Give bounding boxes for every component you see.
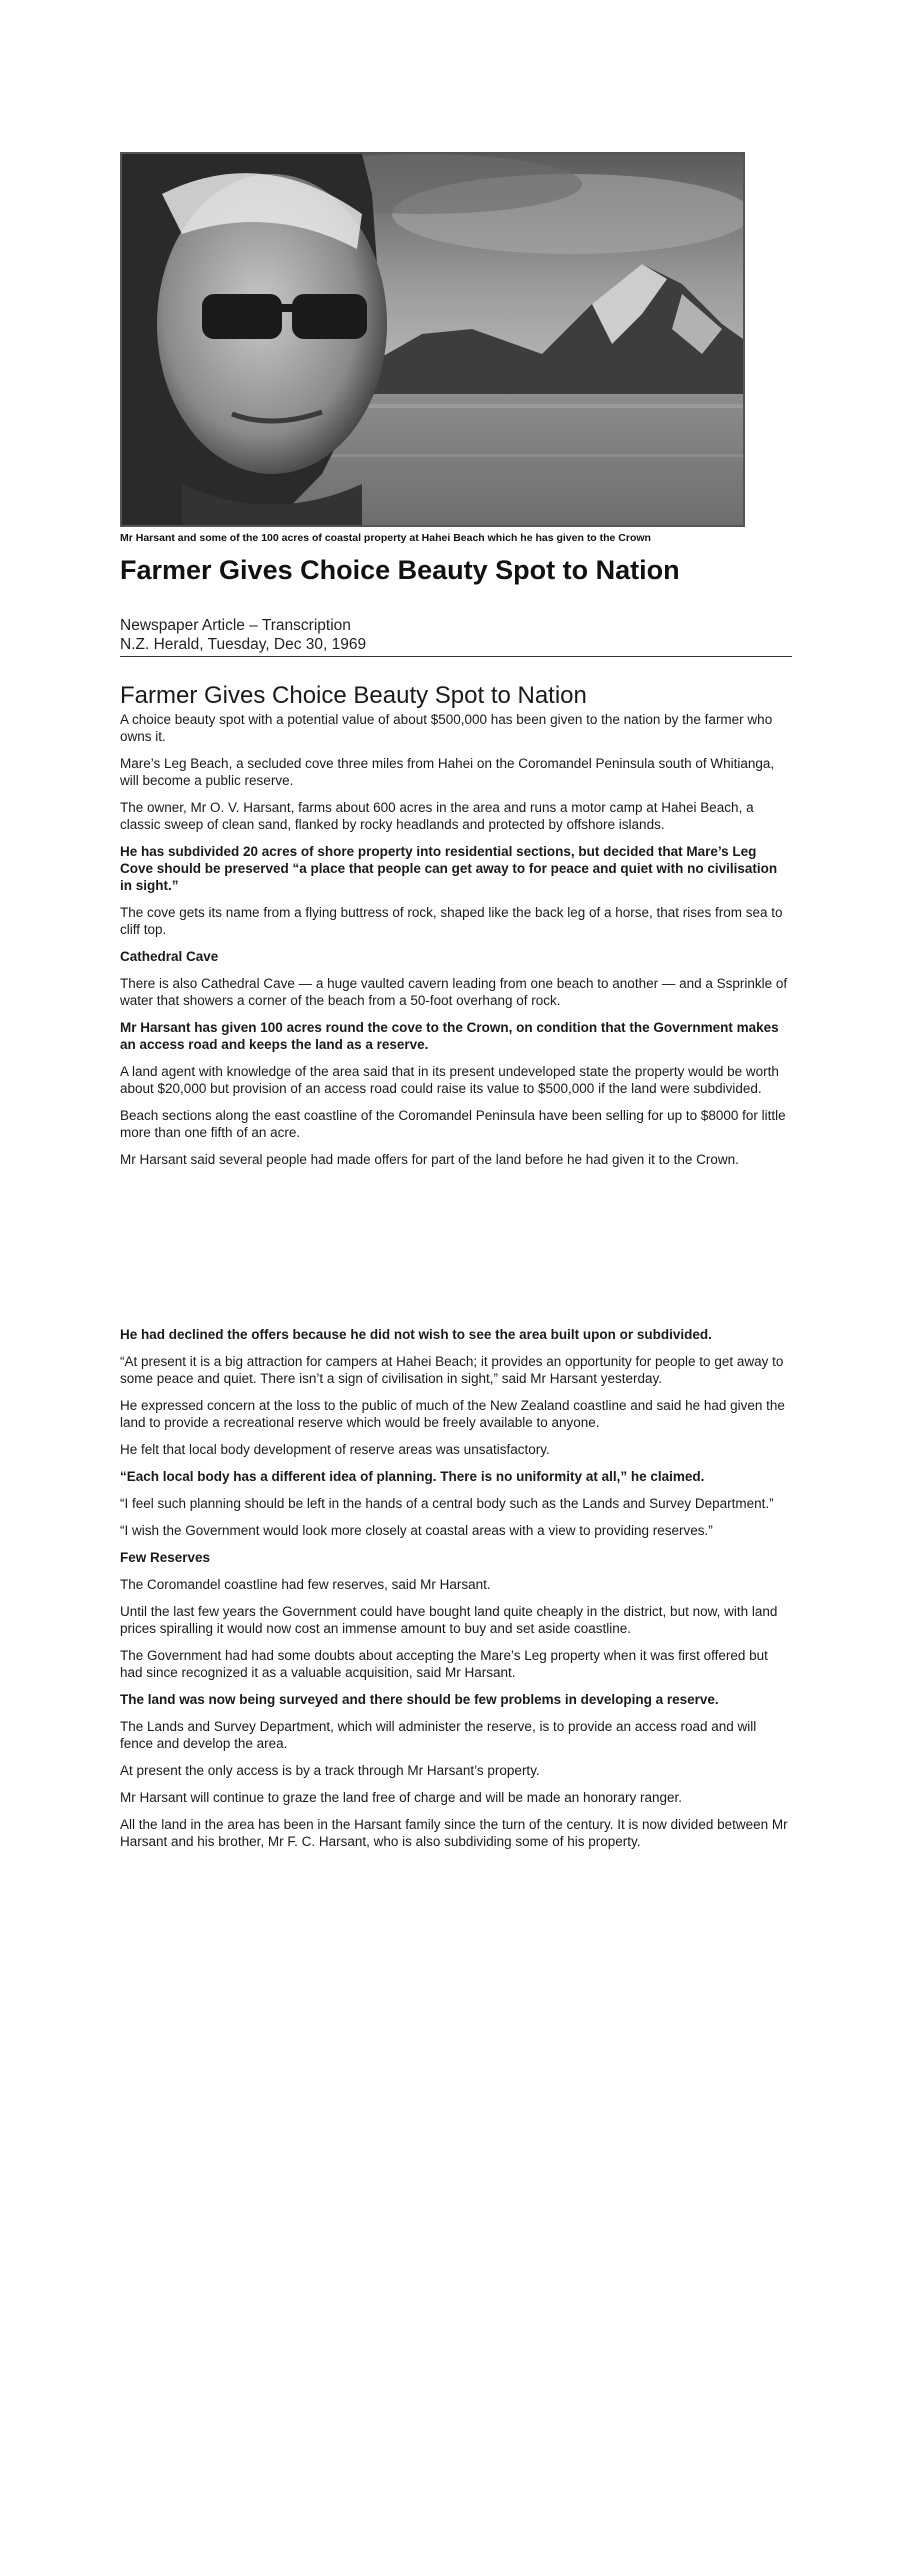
paragraph: Until the last few years the Government could have bought land quite cheaply in the district, but now, with land prices spiralling it would now cost an immense amount to buy and set aside coastline. xyxy=(120,1604,778,1636)
headline: Farmer Gives Choice Beauty Spot to Nation xyxy=(120,555,680,585)
photo-caption: Mr Harsant and some of the 100 acres of coastal property at Hahei Beach which he has given to the Crown xyxy=(120,532,651,544)
paragraph: A land agent with knowledge of the area said that in its present undeveloped state the property would be worth about $20,000 but provision of an access road could raise its value to $500,000 if the land were subdivided. xyxy=(120,1064,779,1096)
paragraph-bold: He has subdivided 20 acres of shore property into residential sections, but decided that Mare’s Leg Cove should be preserved “a place that people can get away to for peace and quiet with no civilisation in sight.” xyxy=(120,844,778,893)
paragraph: Mare’s Leg Beach, a secluded cove three miles from Hahei on the Coromandel Peninsula south of Whitianga, will become a public reserve. xyxy=(120,756,775,788)
paragraph: He felt that local body development of reserve areas was unsatisfactory. xyxy=(120,1442,550,1457)
paragraph: “I wish the Government would look more closely at coastal areas with a view to providing reserves.” xyxy=(120,1523,713,1538)
subheading-few-reserves: Few Reserves xyxy=(120,1550,211,1565)
blank-space xyxy=(120,1178,792,1326)
paragraph: The Government had had some doubts about accepting the Mare’s Leg property when it was first offered but had since recognized it as a valuable acquisition, said Mr Harsant. xyxy=(120,1648,768,1680)
paragraph: At present the only access is by a track through Mr Harsant’s property. xyxy=(120,1763,540,1778)
paragraph: He expressed concern at the loss to the public of much of the New Zealand coastline and said he had given the land to provide a recreational reserve which would be freely available to anyone. xyxy=(120,1398,785,1430)
paragraph: The owner, Mr O. V. Harsant, farms about 600 acres in the area and runs a motor camp at Hahei Beach, a classic sweep of clean sand, flanked by rocky headlands and protected by offshore islands. xyxy=(120,800,754,832)
paragraph: There is also Cathedral Cave — a huge vaulted cavern leading from one beach to another — and a Ssprinkle of water that showers a corner of the beach from a 50-foot overhang of rock. xyxy=(120,976,788,1008)
paragraph: “I feel such planning should be left in the hands of a central body such as the Lands and Survey Department.” xyxy=(120,1496,774,1511)
meta-type: Newspaper Article – Transcription xyxy=(120,617,351,634)
article-body xyxy=(120,682,792,1860)
paragraph-bold: He had declined the offers because he did not wish to see the area built upon or subdivided. xyxy=(120,1327,712,1342)
divider xyxy=(120,656,792,657)
meta-source-date: N.Z. Herald, Tuesday, Dec 30, 1969 xyxy=(120,636,367,653)
paragraph: Mr Harsant will continue to graze the land free of charge and will be made an honorary ranger. xyxy=(120,1790,683,1805)
paragraph: Beach sections along the east coastline of the Coromandel Peninsula have been selling for up to $8000 for little more than one fifth of an acre. xyxy=(120,1108,786,1140)
article-title: Farmer Gives Choice Beauty Spot to Nation xyxy=(120,682,587,709)
subheading-cathedral-cave: Cathedral Cave xyxy=(120,949,219,964)
paragraph: Mr Harsant said several people had made offers for part of the land before he had given it to the Crown. xyxy=(120,1152,739,1167)
paragraph: The Coromandel coastline had few reserves, said Mr Harsant. xyxy=(120,1577,491,1592)
photo-illustration xyxy=(122,154,743,525)
paragraph: The cove gets its name from a flying buttress of rock, shaped like the back leg of a horse, that rises from sea to cliff top. xyxy=(120,905,783,937)
paragraph-bold: Mr Harsant has given 100 acres round the cove to the Crown, on condition that the Government makes an access road and keeps the land as a reserve. xyxy=(120,1020,779,1052)
paragraph-bold: “Each local body has a different idea of planning. There is no uniformity at all,” he claimed. xyxy=(120,1469,705,1484)
paragraph: “At present it is a big attraction for campers at Hahei Beach; it provides an opportunity for people to get away to some peace and quiet. There isn’t a sign of civilisation in sight,” said Mr Harsant yesterday. xyxy=(120,1354,784,1386)
source-meta xyxy=(120,616,800,654)
news-photo xyxy=(120,152,745,527)
paragraph-bold: The land was now being surveyed and there should be few problems in developing a reserve. xyxy=(120,1692,719,1707)
paragraph: The Lands and Survey Department, which will administer the reserve, is to provide an access road and will fence and develop the area. xyxy=(120,1719,757,1751)
paragraph: All the land in the area has been in the Harsant family since the turn of the century. It is now divided between Mr Harsant and his brother, Mr F. C. Harsant, who is also subdividing some of his property. xyxy=(120,1817,788,1849)
paragraph: A choice beauty spot with a potential value of about $500,000 has been given to the nation by the farmer who owns it. xyxy=(120,712,773,744)
